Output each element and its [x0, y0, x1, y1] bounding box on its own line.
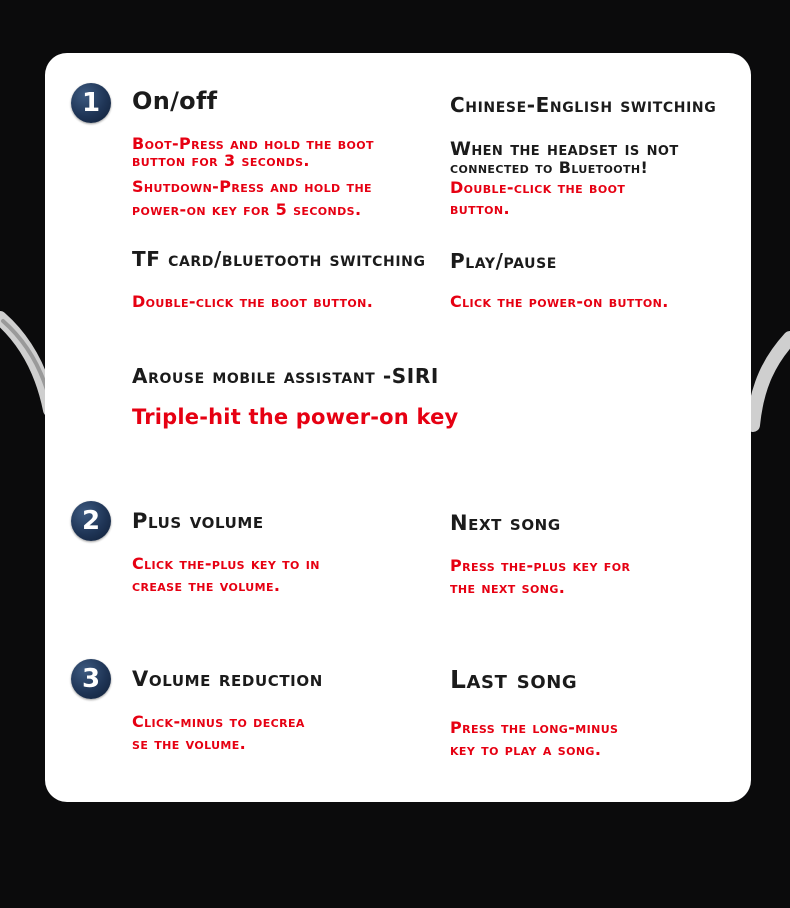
- instruction-card: [45, 53, 751, 802]
- plus-volume-title: Plus volume: [132, 509, 264, 533]
- last-song-title: Last song: [450, 665, 578, 694]
- siri-description: Triple-hit the power-on key: [132, 405, 459, 429]
- next-song-description: Press the-plus key for the next song.: [450, 556, 631, 597]
- onoff-title: On/off: [132, 87, 218, 115]
- headset-wire-right: [745, 330, 790, 440]
- siri-title: Arouse mobile assistant -SIRI: [132, 364, 439, 388]
- tf-bluetooth-title: TF card/bluetooth switching: [132, 247, 426, 271]
- step-badge-3: 3: [71, 659, 111, 699]
- last-song-description: Press the long-minus key to play a song.: [450, 718, 619, 759]
- step-badge-2: 2: [71, 501, 111, 541]
- play-pause-description: Click the power-on button.: [450, 292, 669, 311]
- tf-bluetooth-description: Double-click the boot button.: [132, 292, 374, 311]
- language-switch-description: When the headset is not connected to Bluetooth! Double-click the boot button.: [450, 138, 679, 218]
- plus-volume-description: Click the-plus key to in crease the volume.: [132, 554, 320, 595]
- next-song-title: Next song: [450, 511, 561, 535]
- volume-reduction-title: Volume reduction: [132, 667, 323, 691]
- step-badge-1: 1: [71, 83, 111, 123]
- volume-reduction-description: Click-minus to decrea se the volume.: [132, 712, 305, 753]
- play-pause-title: Play/pause: [450, 249, 557, 273]
- onoff-description: Boot-Press and hold the boot button for 3 seconds. Shutdown-Press and hold the power-on key for 5 seconds.: [132, 134, 374, 219]
- language-switch-title: Chinese-English switching: [450, 93, 717, 117]
